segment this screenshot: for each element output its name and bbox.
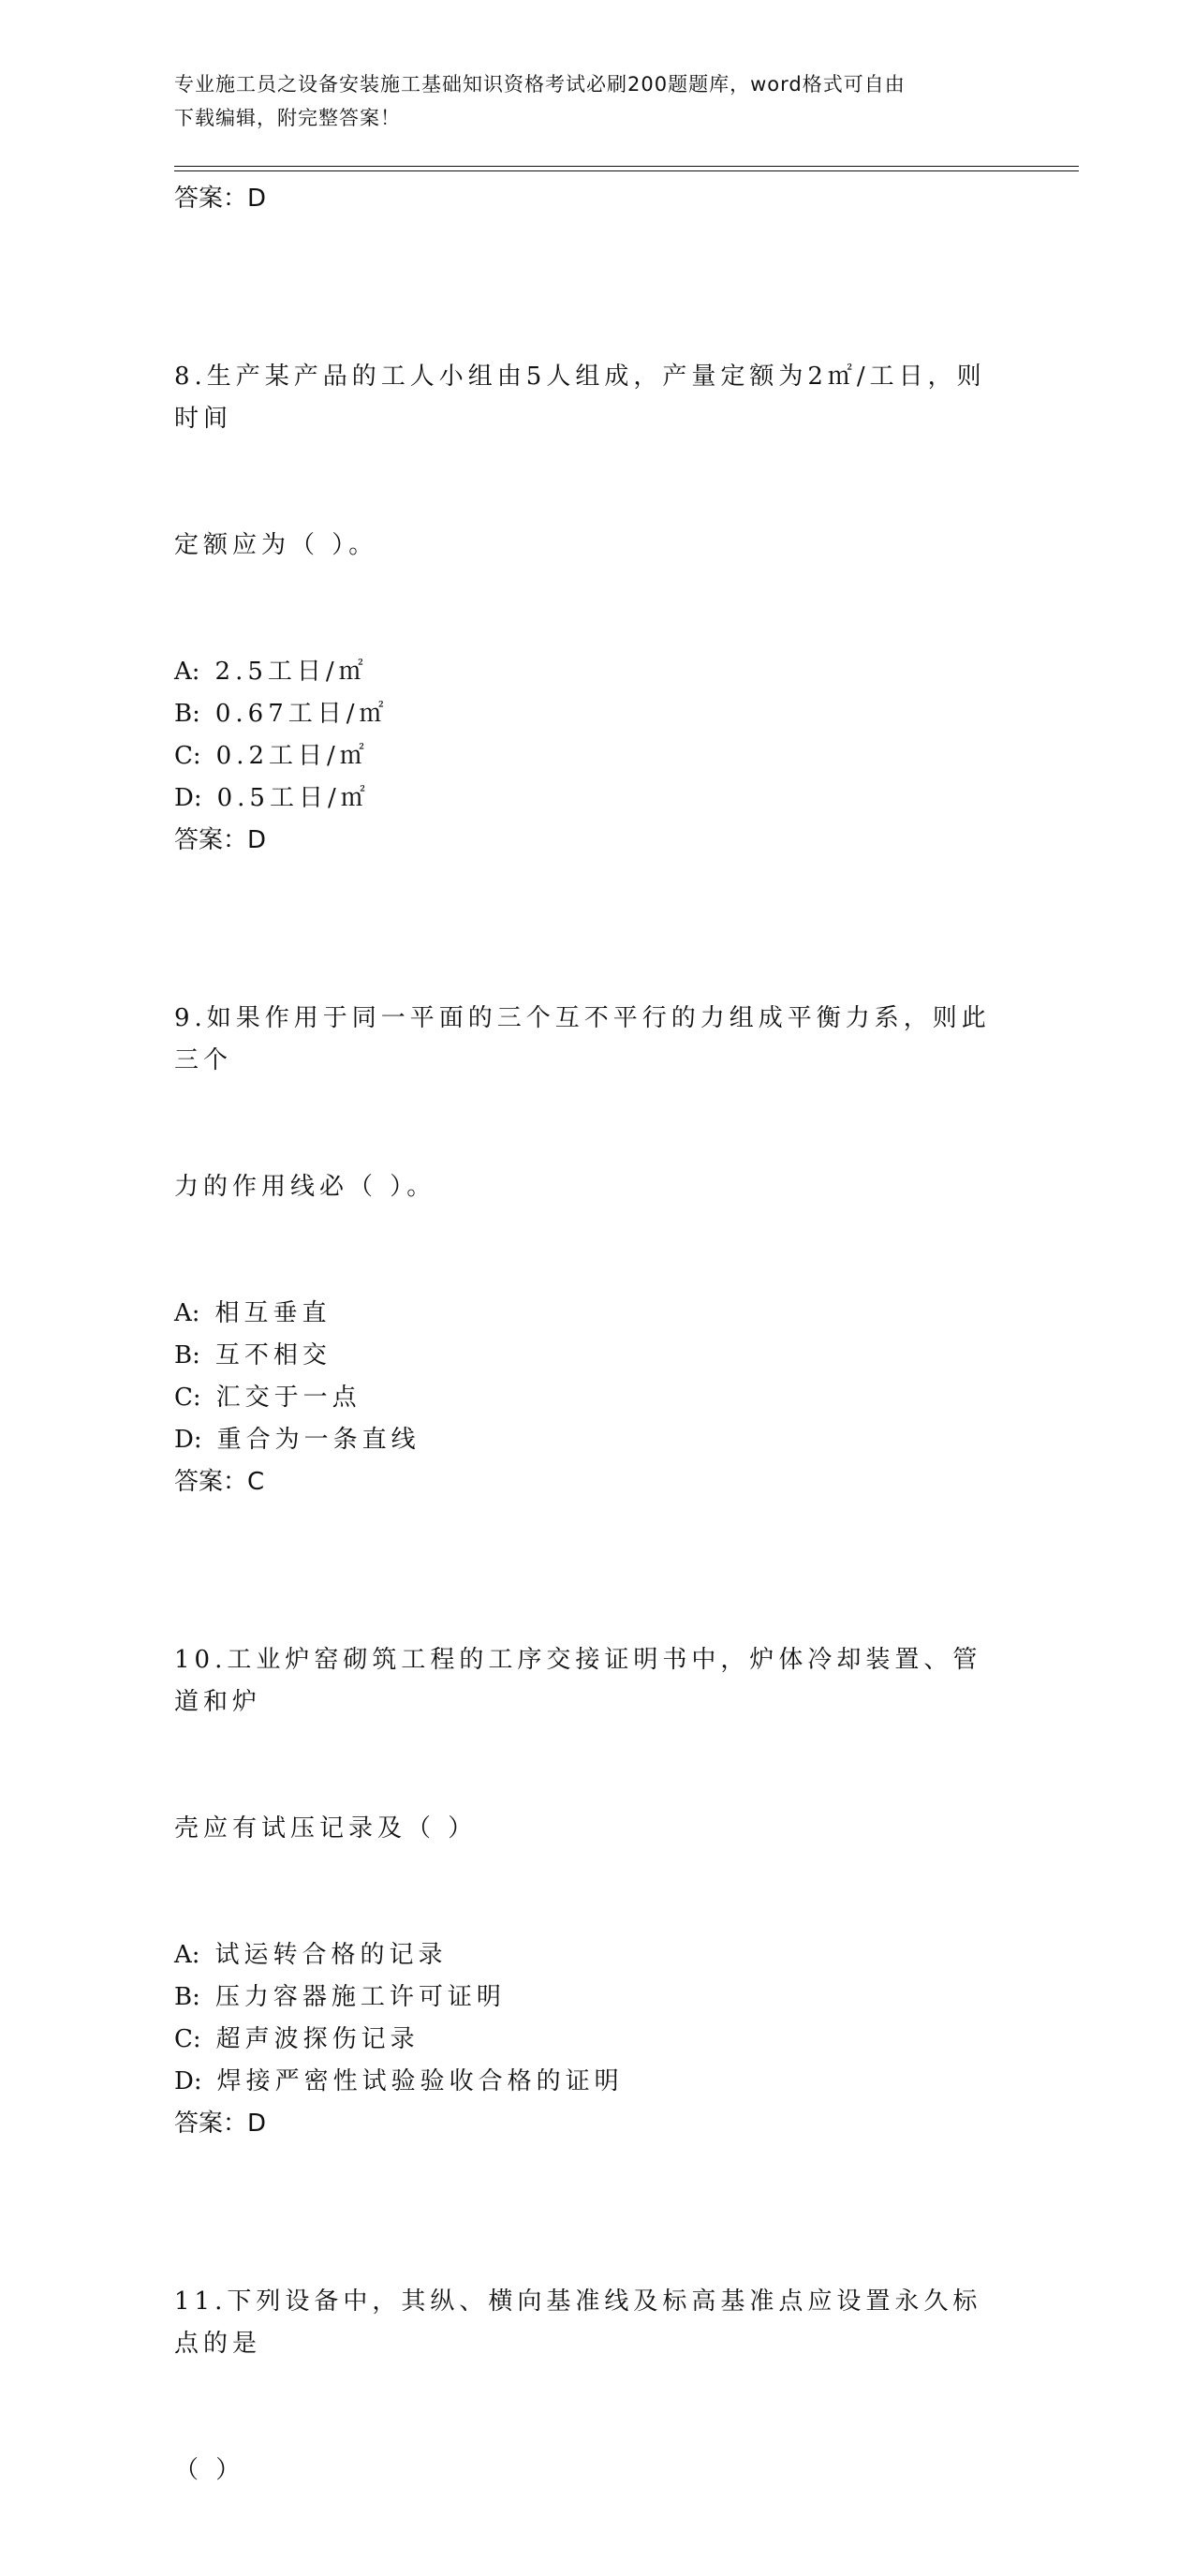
option-d: [174, 2061, 1017, 2103]
option-c: [174, 735, 1017, 777]
document-page: [174, 0, 1073, 2484]
answer-q7: 答案：D: [174, 185, 267, 213]
question-stem: [174, 913, 998, 1293]
option-label: A:: [174, 1941, 200, 1969]
option-text: 试运转合格的记录: [214, 1941, 448, 1969]
question-stem: [174, 272, 998, 651]
stem-line-2: 壳应有试压记录及（ ）: [174, 1814, 478, 1843]
question-stem: [174, 2197, 998, 2576]
option-c: [174, 1377, 1017, 1419]
option-text: 2.5工日/㎡: [214, 658, 368, 686]
option-label: C:: [174, 1384, 201, 1412]
option-text: 相互垂直: [214, 1299, 332, 1327]
option-label: A:: [174, 1299, 200, 1327]
answer: 答案：D: [174, 2110, 267, 2138]
option-a: [174, 1934, 1017, 1976]
option-label: D:: [174, 784, 202, 812]
header-divider-top: [174, 166, 1079, 167]
stem-line-2: 定额应为（ ）。: [174, 531, 378, 559]
question-stem: [174, 1555, 998, 1934]
header-line-1: 专业施工员之设备安装施工基础知识资格考试必刷200题题库，word格式可自由: [174, 73, 906, 96]
option-c: [174, 2019, 1017, 2061]
option-text: 重合为一条直线: [216, 1426, 420, 1454]
option-text: 0.5工日/㎡: [216, 784, 370, 812]
question-8: [174, 272, 1017, 861]
question-list: [174, 178, 1017, 2576]
option-a: [174, 651, 1017, 693]
option-text: 汇交于一点: [215, 1384, 361, 1412]
option-text: 超声波探伤记录: [215, 2025, 420, 2053]
option-text: 压力容器施工许可证明: [214, 1983, 506, 2011]
question-9: [174, 913, 1017, 1503]
stem-line-1: 9.如果作用于同一平面的三个互不平行的力组成平衡力系，则此三个: [174, 1004, 991, 1074]
option-label: D:: [174, 2067, 202, 2095]
option-b: [174, 1335, 1017, 1377]
option-label: B:: [174, 700, 200, 728]
option-label: D:: [174, 1426, 202, 1454]
header-divider-bottom: [174, 170, 1079, 171]
stem-line-2: （ ）: [174, 2456, 245, 2484]
option-text: 0.67工日/㎡: [214, 700, 389, 728]
header-line-2: 下载编辑，附完整答案！: [174, 107, 401, 129]
answer: 答案：D: [174, 826, 267, 854]
option-d: [174, 777, 1017, 820]
stem-line-2: 力的作用线必（ ）。: [174, 1173, 436, 1201]
page-header: [174, 67, 998, 135]
answer: 答案：C: [174, 1468, 265, 1496]
option-text: 焊接严密性试验验收合格的证明: [216, 2067, 624, 2095]
stem-line-1: 8.生产某产品的工人小组由5人组成，产量定额为2㎡/工日，则时间: [174, 363, 986, 433]
option-text: 0.2工日/㎡: [215, 742, 369, 770]
option-label: C:: [174, 742, 201, 770]
option-d: [174, 1419, 1017, 1461]
question-11: [174, 2197, 1017, 2576]
option-label: C:: [174, 2025, 201, 2053]
option-b: [174, 1976, 1017, 2019]
option-label: B:: [174, 1341, 200, 1369]
option-a: [174, 1293, 1017, 1335]
stem-line-1: 11.下列设备中，其纵、横向基准线及标高基准点应设置永久标点的是: [174, 2287, 982, 2358]
stem-line-1: 10.工业炉窑砌筑工程的工序交接证明书中，炉体冷却装置、管道和炉: [174, 1646, 982, 1716]
option-b: [174, 693, 1017, 735]
option-label: A:: [174, 658, 200, 686]
option-label: B:: [174, 1983, 200, 2011]
question-10: [174, 1555, 1017, 2144]
option-text: 互不相交: [214, 1341, 332, 1369]
